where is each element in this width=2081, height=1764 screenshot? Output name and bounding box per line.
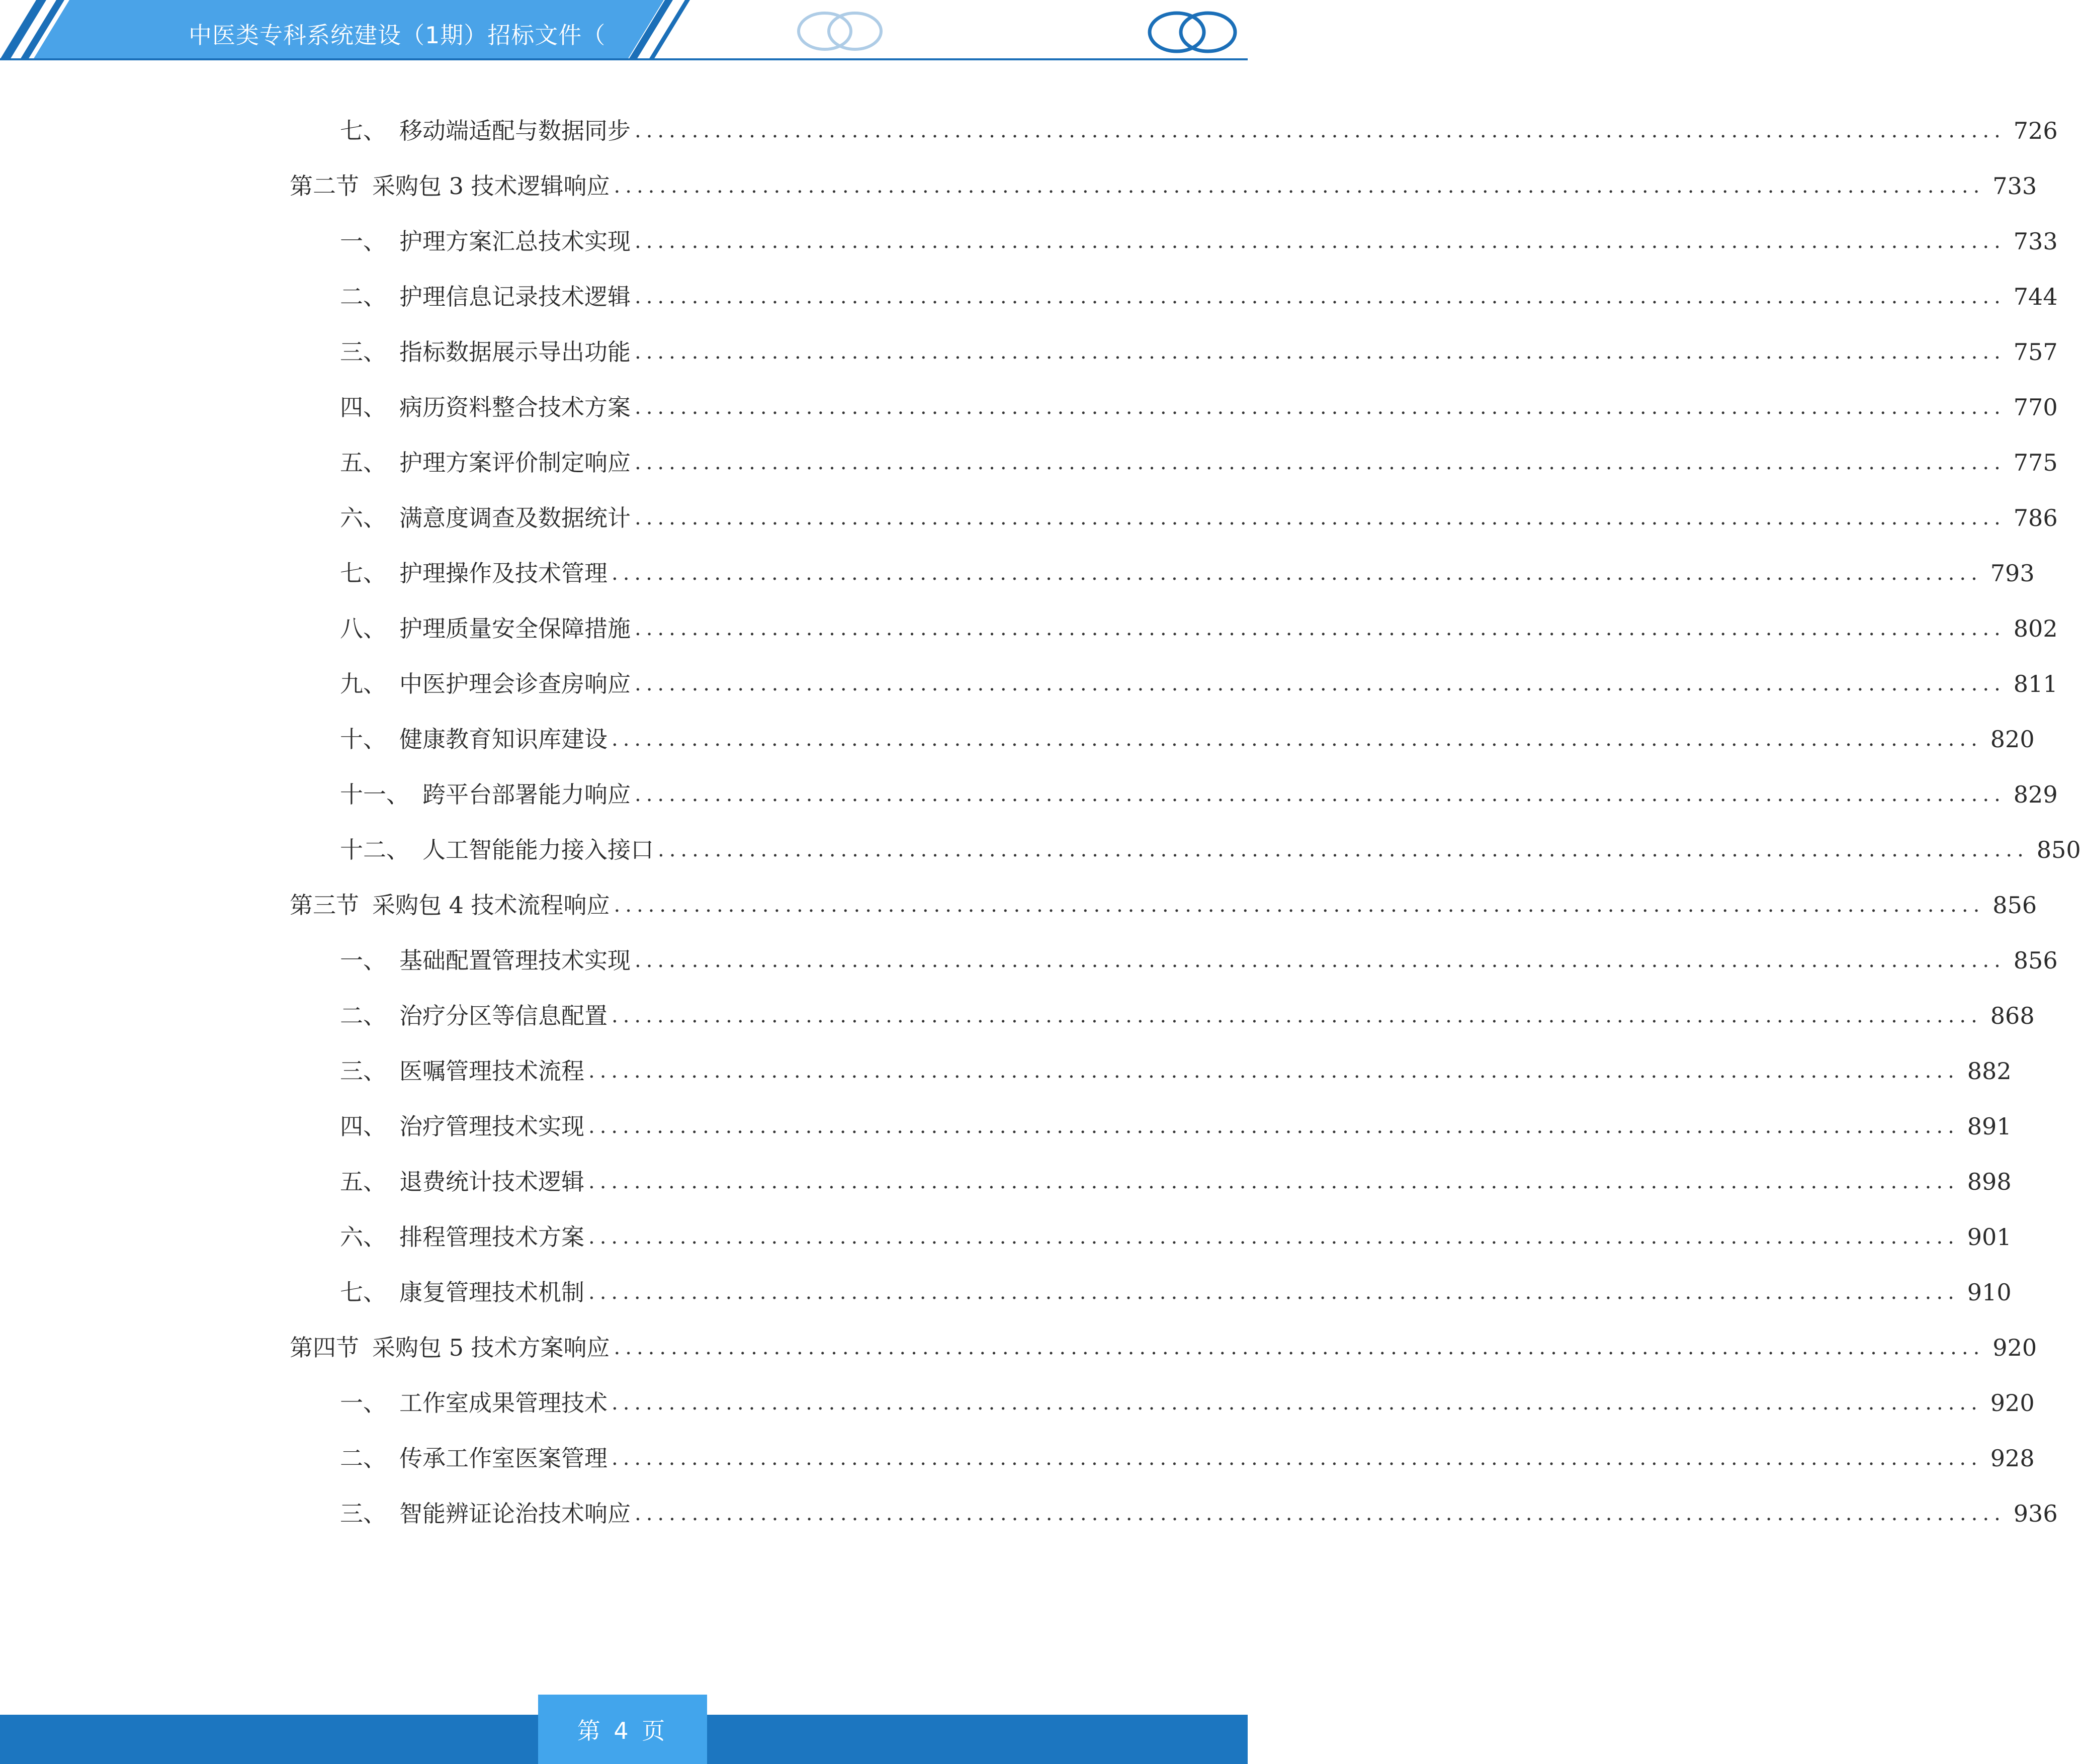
toc-entry-page: 733 — [1992, 172, 2037, 200]
toc-leader-dots: ........................................................................................................................ — [588, 1060, 1959, 1083]
toc-entry-number: 四、 — [340, 394, 386, 421]
toc-leader-dots: ........................................................................................................................ — [612, 1447, 1982, 1470]
toc-entry-title: 传承工作室医案管理 — [399, 1445, 608, 1472]
toc-entry-page: 891 — [1967, 1113, 2012, 1140]
toc-entry-number: 七、 — [340, 117, 386, 144]
page-header — [0, 0, 1248, 65]
toc-entry-title: 指标数据展示导出功能 — [399, 338, 631, 366]
toc-entry-title: 康复管理技术机制 — [399, 1279, 584, 1306]
toc-entry[interactable] — [340, 1212, 2012, 1252]
toc-leader-dots: ........................................................................................................................ — [614, 1336, 1985, 1359]
toc-entry-title: 退费统计技术逻辑 — [399, 1168, 584, 1195]
toc-entry-title: 采购包 3 技术逻辑响应 — [372, 172, 610, 200]
toc-entry-number: 六、 — [340, 504, 386, 532]
toc-entry-number: 第四节 — [290, 1334, 359, 1361]
toc-leader-dots: ........................................................................................................................ — [635, 783, 2006, 806]
toc-entry-page: 744 — [2013, 283, 2058, 310]
toc-leader-dots: ........................................................................................................................ — [635, 617, 2006, 640]
page-number: 第 4 页 — [577, 1717, 668, 1744]
toc-entry[interactable] — [340, 1157, 2012, 1197]
toc-entry-number: 二、 — [340, 1445, 386, 1472]
toc-entry-number: 二、 — [340, 1002, 386, 1029]
toc-leader-dots: ........................................................................................................................ — [588, 1170, 1959, 1193]
toc-entry-title: 护理操作及技术管理 — [399, 560, 608, 587]
toc-entry-page: 882 — [1967, 1057, 2012, 1085]
toc-entry-page: 726 — [2013, 117, 2058, 144]
toc-entry[interactable] — [340, 1378, 2035, 1418]
toc-leader-dots: ........................................................................................................................ — [612, 728, 1982, 751]
toc-entry-number: 三、 — [340, 1500, 386, 1527]
toc-entry-number: 七、 — [340, 560, 386, 587]
toc-entry-page: 770 — [2013, 394, 2058, 421]
toc-entry-title: 采购包 4 技术流程响应 — [372, 892, 610, 919]
header-rule — [0, 58, 1248, 60]
toc-entry[interactable] — [340, 106, 2058, 146]
toc-entry[interactable] — [340, 548, 2035, 588]
toc-entry-page: 793 — [1990, 560, 2035, 587]
toc-entry-number: 一、 — [340, 947, 386, 974]
toc-leader-dots: ........................................................................................................................ — [635, 340, 2006, 364]
toc-entry-title: 治疗管理技术实现 — [399, 1113, 584, 1140]
toc-leader-dots: ........................................................................................................................ — [635, 451, 2006, 474]
toc-entry[interactable] — [340, 216, 2058, 256]
toc-leader-dots: ........................................................................................................................ — [612, 1004, 1982, 1027]
toc-entry-page: 920 — [1992, 1334, 2037, 1361]
toc-entry-page: 802 — [2013, 615, 2058, 642]
toc-entry-page: 757 — [2013, 338, 2058, 366]
toc-entry[interactable] — [340, 714, 2035, 754]
toc-entry[interactable] — [340, 659, 2058, 699]
toc-entry-title: 中医护理会诊查房响应 — [399, 670, 631, 697]
toc-entry-number: 十、 — [340, 726, 386, 753]
toc-entry-page: 829 — [2013, 781, 2058, 808]
toc-entry-title: 病历资料整合技术方案 — [399, 394, 631, 421]
footer-page-tab — [538, 1695, 707, 1764]
toc-entry[interactable] — [340, 1101, 2012, 1141]
toc-entry-title: 护理信息记录技术逻辑 — [399, 283, 631, 310]
toc-leader-dots: ........................................................................................................................ — [635, 506, 2006, 530]
toc-entry-title: 移动端适配与数据同步 — [399, 117, 631, 144]
toc-entry-title: 智能辨证论治技术响应 — [399, 1500, 631, 1527]
toc-entry-number: 二、 — [340, 283, 386, 310]
toc-leader-dots: ........................................................................................................................ — [635, 1502, 2006, 1525]
toc-entry[interactable] — [290, 161, 2037, 201]
header-graphic — [0, 0, 1248, 65]
toc-entry-page: 928 — [1990, 1445, 2035, 1472]
toc-leader-dots: ........................................................................................................................ — [588, 1225, 1959, 1249]
toc-entry-title: 满意度调查及数据统计 — [399, 504, 631, 532]
toc-leader-dots: ........................................................................................................................ — [658, 838, 2029, 861]
toc-entry-number: 三、 — [340, 1057, 386, 1085]
toc-entry[interactable] — [340, 825, 2081, 865]
toc-leader-dots: ........................................................................................................................ — [612, 562, 1982, 585]
toc-entry-title: 医嘱管理技术流程 — [399, 1057, 584, 1085]
toc-entry-title: 护理方案评价制定响应 — [399, 449, 631, 476]
toc-entry-number: 五、 — [340, 449, 386, 476]
watermark-rings-icon — [799, 13, 881, 49]
toc-entry-number: 九、 — [340, 670, 386, 697]
toc-entry-number: 六、 — [340, 1223, 386, 1251]
toc-entry-number: 第二节 — [290, 172, 359, 200]
toc-entry-title: 治疗分区等信息配置 — [399, 1002, 608, 1029]
toc-entry-number: 四、 — [340, 1113, 386, 1140]
toc-leader-dots: ........................................................................................................................ — [614, 894, 1985, 917]
logo-rings-icon — [1150, 13, 1235, 51]
toc-entry-page: 856 — [1992, 892, 2037, 919]
toc-leader-dots: ........................................................................................................................ — [635, 285, 2006, 308]
toc-entry[interactable] — [290, 1322, 2037, 1363]
toc-entry-number: 八、 — [340, 615, 386, 642]
toc-entry-page: 850 — [2036, 836, 2081, 863]
toc-entry-number: 第三节 — [290, 892, 359, 919]
toc-entry-number: 五、 — [340, 1168, 386, 1195]
toc-entry[interactable] — [340, 327, 2058, 367]
toc-entry-page: 920 — [1990, 1389, 2035, 1417]
toc-entry-page: 820 — [1990, 726, 2035, 753]
toc-entry[interactable] — [340, 1267, 2012, 1307]
toc-leader-dots: ........................................................................................................................ — [635, 672, 2006, 695]
toc-leader-dots: ........................................................................................................................ — [635, 396, 2006, 419]
toc-leader-dots: ........................................................................................................................ — [614, 174, 1985, 198]
toc-entry-title: 跨平台部署能力响应 — [422, 781, 631, 808]
toc-entry[interactable] — [340, 272, 2058, 312]
toc-leader-dots: ........................................................................................................................ — [635, 230, 2006, 253]
toc-entry-number: 一、 — [340, 1389, 386, 1417]
toc-entry-page: 811 — [2013, 670, 2058, 697]
toc-entry-title: 工作室成果管理技术 — [399, 1389, 608, 1417]
toc-leader-dots: ........................................................................................................................ — [635, 949, 2006, 972]
toc-entry-title: 人工智能能力接入接口 — [422, 836, 654, 863]
toc-entry-number: 一、 — [340, 228, 386, 255]
toc-leader-dots: ........................................................................................................................ — [588, 1281, 1959, 1304]
toc-entry[interactable] — [340, 1433, 2035, 1473]
toc-entry-number: 七、 — [340, 1279, 386, 1306]
toc-entry-page: 733 — [2013, 228, 2058, 255]
toc-entry-title: 护理质量安全保障措施 — [399, 615, 631, 642]
toc-entry-page: 786 — [2013, 504, 2058, 532]
header-title: 中医类专科系统建设（1期）招标文件（ — [189, 22, 606, 49]
toc-entry[interactable] — [340, 603, 2058, 644]
toc-entry-title: 采购包 5 技术方案响应 — [372, 1334, 610, 1361]
toc-entry[interactable] — [340, 935, 2058, 976]
toc-entry-title: 护理方案汇总技术实现 — [399, 228, 631, 255]
toc-leader-dots: ........................................................................................................................ — [635, 119, 2006, 142]
toc-entry[interactable] — [340, 769, 2058, 810]
toc-entry-page: 910 — [1967, 1279, 2012, 1306]
toc-entry[interactable] — [290, 880, 2037, 920]
toc-entry-page: 868 — [1990, 1002, 2035, 1029]
toc-entry-number: 三、 — [340, 338, 386, 366]
toc-entry-page: 898 — [1967, 1168, 2012, 1195]
toc-entry-page: 936 — [2013, 1500, 2058, 1527]
toc-entry-title: 健康教育知识库建设 — [399, 726, 608, 753]
toc-leader-dots: ........................................................................................................................ — [588, 1115, 1959, 1138]
toc-entry-page: 901 — [1967, 1223, 2012, 1251]
toc-entry[interactable] — [340, 437, 2058, 478]
toc-entry[interactable] — [340, 1046, 2012, 1086]
toc-entry-page: 775 — [2013, 449, 2058, 476]
toc-leader-dots: ........................................................................................................................ — [612, 1391, 1982, 1415]
toc-entry-number: 十一、 — [340, 781, 409, 808]
toc-entry-number: 十二、 — [340, 836, 409, 863]
toc-entry-title: 基础配置管理技术实现 — [399, 947, 631, 974]
toc-entry[interactable] — [340, 493, 2058, 533]
toc-entry[interactable] — [340, 382, 2058, 422]
toc-entry-title: 排程管理技术方案 — [399, 1223, 584, 1251]
toc-entry[interactable] — [340, 991, 2035, 1031]
toc-entry[interactable] — [340, 1488, 2058, 1529]
toc-entry-page: 856 — [2013, 947, 2058, 974]
